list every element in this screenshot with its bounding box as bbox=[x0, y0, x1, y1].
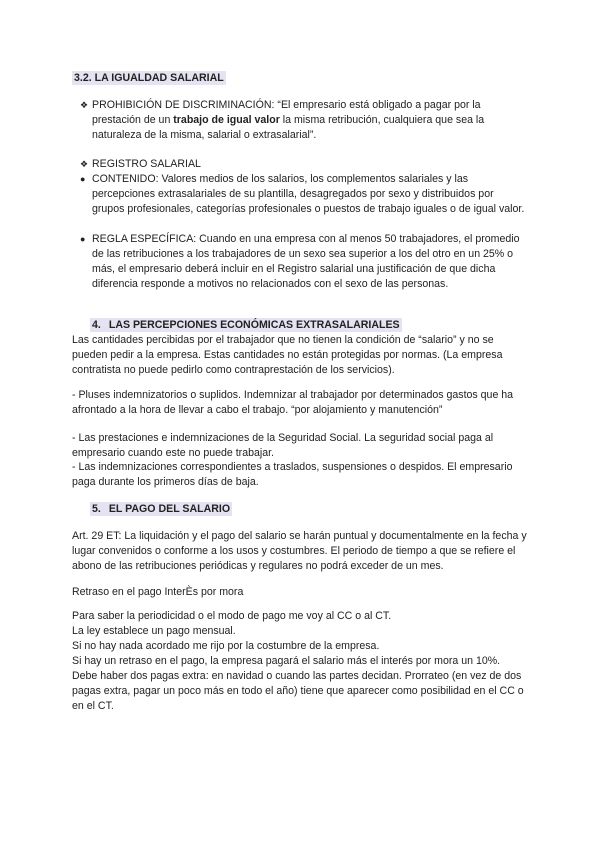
list-item-registro-salarial: ❖ REGISTRO SALARIAL bbox=[80, 158, 201, 170]
paragraph-line: Para saber la periodicidad o el modo de pago me voy al CC o al CT. bbox=[72, 610, 392, 622]
section-heading-igualdad-salarial: 3.2. LA IGUALDAD SALARIAL bbox=[74, 72, 224, 84]
paragraph: - Las indemnizaciones correspondientes a traslados, suspensiones o despidos. El empresario paga durante los primeros días de baja. bbox=[72, 461, 513, 488]
paragraph-retraso: Retraso en el pago InterÈs por mora bbox=[72, 586, 244, 598]
paragraph-line: Si hay un retraso en el pago, la empresa pagará el salario más el interés por mora un 10%. bbox=[72, 655, 501, 667]
list-item-regla-especifica: ● REGLA ESPECÍFICA: Cuando en una empresa con al menos 50 trabajadores, el promedio de las retribuciones a los trabajadores de un sexo sea superior a los del otro en un 25% o más, el empresario deberá incluir en el Registro salarial una justificación de que dicha diferencia responde a motivos no relacionados con el sexo de las personas. bbox=[80, 233, 520, 290]
paragraph: Las cantidades percibidas por el trabajador que no tienen la condición de “salario” y no se pueden pedir a la empresa. Estas cantidades no están protegidas por normas. (La empresa contratista no puede pedirlo como contraprestación de los servicios). bbox=[72, 334, 503, 376]
list-item-prohibicion: ❖ PROHIBICIÓN DE DISCRIMINACIÓN: “El empresario está obligado a pagar por la prestación de un trabajo de igual valor la misma retribución, cualquiera que sea la naturaleza de la misma, salarial o extrasalarial”. bbox=[80, 99, 485, 141]
paragraph: - Las prestaciones e indemnizaciones de la Seguridad Social. La seguridad social paga al empresario cuando este no puede trabajar. bbox=[72, 432, 494, 459]
section-heading-percepciones: 4. LAS PERCEPCIONES ECONÓMICAS EXTRASALARIALES bbox=[92, 319, 400, 331]
paragraph-line: Debe haber dos pagas extra: en navidad o cuando las partes decidan. Prorrateo (en vez de dos pagas extra, pagar un poco más en todo el año) tiene que aparecer como posibilidad en el CC o en el CT. bbox=[72, 670, 524, 712]
dot-bullet-icon: ● bbox=[80, 174, 86, 184]
paragraph-line: Si no hay nada acordado me rijo por la costumbre de la empresa. bbox=[72, 640, 380, 652]
bold-text: trabajo de igual valor bbox=[173, 114, 280, 126]
diamond-bullet-icon: ❖ bbox=[80, 159, 89, 169]
dot-bullet-icon: ● bbox=[80, 234, 86, 244]
section-heading-pago-salario: 5. EL PAGO DEL SALARIO bbox=[92, 503, 231, 515]
paragraph: - Pluses indemnizatorios o suplidos. Indemnizar al trabajador por determinados gastos que ha afrontado a la hora de llevar a cabo el trabajo. “por alojamiento y manutención” bbox=[72, 389, 514, 416]
paragraph-article-29: Art. 29 ET: La liquidación y el pago del salario se harán puntual y documentalmente en la fecha y lugar convenidos o conforme a los usos y costumbres. El periodo de tiempo a que se refiere el abono de las retribuciones periódicas y regulares no podrá exceder de un mes. bbox=[72, 530, 527, 572]
paragraph-line: La ley establece un pago mensual. bbox=[72, 625, 236, 637]
list-item-contenido: ● CONTENIDO: Valores medios de los salarios, los complementos salariales y las percepciones extrasalariales de su plantilla, desagregados por sexo y distribuidos por grupos profesionales, categorías profesionales o puestos de trabajo iguales o de igual valor. bbox=[80, 173, 525, 215]
diamond-bullet-icon: ❖ bbox=[80, 100, 89, 110]
